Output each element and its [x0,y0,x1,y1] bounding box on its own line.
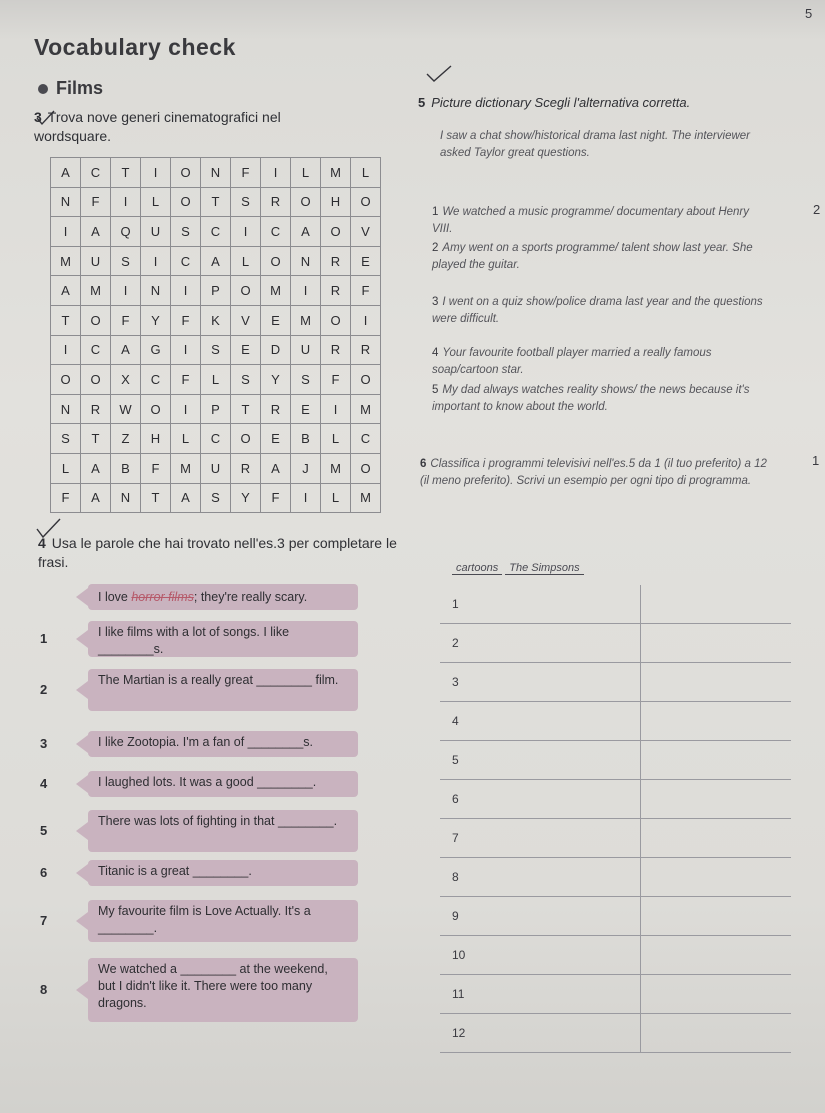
wordsquare-cell: T [51,305,81,335]
wordsquare-cell: M [291,305,321,335]
wordsquare-cell: C [261,217,291,247]
exercise-4-instruction [38,534,398,572]
exercise-5-item [432,294,772,328]
wordsquare-cell: F [171,305,201,335]
wordsquare-cell: S [291,365,321,395]
wordsquare-cell: R [231,453,261,483]
wordsquare-cell: R [321,246,351,276]
ranking-row [440,780,791,819]
exercise-number: 5 [418,95,426,110]
wordsquare-cell: R [81,394,111,424]
wordsquare-cell: O [81,365,111,395]
wordsquare-cell: S [231,187,261,217]
wordsquare-cell: S [231,365,261,395]
wordsquare-cell: N [51,394,81,424]
wordsquare-cell: W [111,394,141,424]
wordsquare-row [51,365,381,395]
wordsquare-cell: S [111,246,141,276]
wordsquare-cell: R [321,276,351,306]
wordsquare-cell: F [51,483,81,513]
wordsquare-cell: M [321,158,351,188]
sentence-bubble[interactable]: I like Zootopia. I'm a fan of ________s. [88,731,358,757]
wordsquare-row [51,483,381,513]
wordsquare-cell: A [291,217,321,247]
check-mark-icon [425,64,455,84]
sentence-bubble[interactable]: We watched a ________ at the weekend, but I didn't like it. There were too many dragons. [88,958,358,1022]
ranking-row [440,858,791,897]
wordsquare-cell: O [261,246,291,276]
ranking-row [440,585,791,624]
exercise-number: 3 [34,109,42,125]
bullet-icon [38,84,48,94]
wordsquare-cell: K [201,305,231,335]
wordsquare-cell: A [201,246,231,276]
wordsquare-cell: Y [231,483,261,513]
wordsquare-cell: I [111,276,141,306]
exercise-3-text: Trova nove generi cinematografici nel wordsquare. [34,109,281,144]
wordsquare-cell: F [141,453,171,483]
item-number: 1 [432,206,439,218]
exercise-5-item [432,345,772,379]
rank-example-field[interactable] [641,741,792,780]
margin-number-right-a: 2 [813,202,821,217]
ranking-row [440,624,791,663]
wordsquare-cell: M [321,453,351,483]
ranking-table [440,585,791,1053]
wordsquare-cell: T [141,483,171,513]
item-number: 4 [40,776,48,791]
exercise-6-example-answer [452,562,584,574]
wordsquare-cell: U [81,246,111,276]
wordsquare-cell: V [351,217,381,247]
exercise-4-text: Usa le parole che hai trovato nell'es.3 per completare le frasi. [38,535,397,570]
wordsquare-cell: M [261,276,291,306]
item-number: 3 [40,736,48,751]
wordsquare-cell: F [261,483,291,513]
item-text: Amy went on a sports programme/ talent show last year. She played the guitar. [432,242,753,271]
wordsquare-cell: S [171,217,201,247]
exercise-6-text: Classifica i programmi televisivi nell'es.5 da 1 (il tuo preferito) a 12 (il meno preferito). Scrivi un esempio per ogni tipo di programma. [420,458,767,487]
wordsquare-cell: P [201,394,231,424]
rank-example-field[interactable] [641,936,792,975]
wordsquare-cell: L [291,158,321,188]
wordsquare-cell: V [231,305,261,335]
example-category: cartoons [452,562,502,575]
wordsquare-cell: O [351,187,381,217]
wordsquare-cell: I [261,158,291,188]
wordsquare-cell: O [231,424,261,454]
item-number: 2 [432,242,439,254]
wordsquare-cell: L [51,453,81,483]
wordsquare-cell: I [141,158,171,188]
sentence-bubble[interactable]: The Martian is a really great ________ film. [88,669,358,711]
wordsquare-cell: R [321,335,351,365]
rank-example-field[interactable] [641,975,792,1014]
rank-number[interactable]: 1 [440,585,641,624]
wordsquare-row [51,187,381,217]
wordsquare-cell: O [231,276,261,306]
ranking-row [440,975,791,1014]
example-pre-text: I love [98,590,132,604]
wordsquare-cell: Z [111,424,141,454]
example-answer: horror films [131,590,194,604]
item-number: 5 [432,384,439,396]
wordsquare-cell: S [201,483,231,513]
wordsquare-cell: C [81,335,111,365]
rank-example-field[interactable] [641,858,792,897]
rank-number[interactable]: 9 [440,897,641,936]
wordsquare-cell: U [291,335,321,365]
wordsquare-cell: C [171,246,201,276]
rank-number[interactable]: 3 [440,663,641,702]
wordsquare-cell: O [321,305,351,335]
wordsquare-cell: L [141,187,171,217]
wordsquare-cell: O [171,158,201,188]
wordsquare-cell: L [351,158,381,188]
wordsquare-cell: N [141,276,171,306]
exercise-5-item [432,204,772,238]
wordsquare-cell: U [141,217,171,247]
wordsquare-cell: F [351,276,381,306]
wordsquare-row [51,246,381,276]
wordsquare-cell: O [51,365,81,395]
wordsquare-cell: E [261,424,291,454]
rank-number[interactable]: 5 [440,741,641,780]
section-heading [38,78,103,99]
wordsquare-cell: Y [261,365,291,395]
rank-example-field[interactable] [641,663,792,702]
wordsquare-cell: H [141,424,171,454]
wordsquare-cell: I [321,394,351,424]
wordsquare-cell: O [141,394,171,424]
wordsquare-cell: L [201,365,231,395]
exercise-number: 4 [38,535,46,551]
wordsquare-cell: I [351,305,381,335]
wordsquare-cell: Q [111,217,141,247]
rank-number[interactable]: 11 [440,975,641,1014]
wordsquare-cell: O [321,217,351,247]
wordsquare-cell: N [111,483,141,513]
wordsquare-cell: O [351,365,381,395]
sentence-bubble[interactable]: There was lots of fighting in that ________. [88,810,358,852]
wordsquare-row [51,217,381,247]
wordsquare-cell: E [351,246,381,276]
wordsquare-cell: U [201,453,231,483]
rank-example-field[interactable] [641,624,792,663]
example-post-text: ; they're really scary. [193,590,308,604]
wordsquare-cell: H [321,187,351,217]
wordsquare-row [51,158,381,188]
rank-number[interactable]: 6 [440,780,641,819]
exercise-3-instruction [34,108,334,146]
wordsquare-cell: M [51,246,81,276]
wordsquare-cell: I [171,276,201,306]
wordsquare-cell: F [171,365,201,395]
wordsquare-cell: R [351,335,381,365]
wordsquare-cell: T [231,394,261,424]
rank-example-field[interactable] [641,1014,792,1053]
wordsquare-row [51,305,381,335]
section-label: Films [56,78,104,98]
item-number: 3 [432,296,439,308]
wordsquare-cell: N [51,187,81,217]
rank-example-field[interactable] [641,702,792,741]
exercise-5-item [432,240,772,274]
wordsquare-cell: C [201,217,231,247]
wordsquare-cell: B [291,424,321,454]
rank-example-field[interactable] [641,819,792,858]
wordsquare-cell: A [51,158,81,188]
wordsquare-cell: N [201,158,231,188]
wordsquare-cell: M [81,276,111,306]
margin-number-top: 5 [805,6,813,21]
wordsquare-cell: I [111,187,141,217]
item-number: 7 [40,913,48,928]
wordsquare-cell: F [81,187,111,217]
wordsquare-cell: O [351,453,381,483]
wordsquare-cell: A [81,453,111,483]
wordsquare-cell: C [81,158,111,188]
wordsquare-cell: M [171,453,201,483]
wordsquare-cell: E [261,305,291,335]
wordsquare-cell: R [261,394,291,424]
sentence-bubble[interactable]: Titanic is a great ________. [88,860,358,886]
ranking-row [440,1014,791,1053]
example-show: The Simpsons [505,562,583,575]
ranking-row [440,663,791,702]
rank-number[interactable]: 4 [440,702,641,741]
exercise-6-instruction [420,456,770,490]
wordsquare-cell: A [171,483,201,513]
wordsquare-cell: L [321,424,351,454]
wordsquare-cell: M [351,394,381,424]
wordsquare-cell: R [261,187,291,217]
wordsquare-cell: F [321,365,351,395]
exercise-number: 6 [420,458,427,470]
rank-number[interactable]: 12 [440,1014,641,1053]
wordsquare-row [51,394,381,424]
wordsquare-cell: L [231,246,261,276]
item-number: 2 [40,682,48,697]
ranking-row [440,936,791,975]
wordsquare-cell: Y [141,305,171,335]
wordsquare-row [51,424,381,454]
page-title: Vocabulary check [34,34,236,60]
wordsquare-cell: J [291,453,321,483]
wordsquare-cell: O [291,187,321,217]
item-text: We watched a music programme/ documentary about Henry VIII. [432,206,749,235]
wordsquare-cell: S [201,335,231,365]
wordsquare-cell: A [81,483,111,513]
wordsquare-cell: E [231,335,261,365]
wordsquare-grid [50,157,381,513]
wordsquare-cell: F [231,158,261,188]
sentence-bubble[interactable]: I like films with a lot of songs. I like ________s. [88,621,358,657]
wordsquare-row [51,276,381,306]
wordsquare-cell: I [231,217,261,247]
wordsquare-cell: C [141,365,171,395]
item-text: I went on a quiz show/police drama last year and the questions were difficult. [432,296,763,325]
item-number: 6 [40,865,48,880]
wordsquare-cell: A [261,453,291,483]
wordsquare-cell: A [51,276,81,306]
wordsquare-cell: A [111,335,141,365]
rank-example-field[interactable] [641,585,792,624]
ranking-row [440,897,791,936]
wordsquare-cell: O [81,305,111,335]
wordsquare-cell: M [351,483,381,513]
wordsquare-cell: P [201,276,231,306]
wordsquare-cell: T [111,158,141,188]
item-number: 8 [40,982,48,997]
wordsquare-cell: I [51,217,81,247]
wordsquare-cell: I [291,276,321,306]
ranking-row [440,741,791,780]
item-number: 5 [40,823,48,838]
wordsquare-cell: G [141,335,171,365]
example-sentence-bubble [88,584,358,610]
wordsquare-row [51,335,381,365]
sentence-bubble[interactable]: My favourite film is Love Actually. It's a ________. [88,900,358,942]
item-text: Your favourite football player married a really famous soap/cartoon star. [432,347,712,376]
item-number: 4 [432,347,439,359]
wordsquare-cell: I [51,335,81,365]
wordsquare-cell: C [201,424,231,454]
rank-example-field[interactable] [641,780,792,819]
wordsquare-cell: I [291,483,321,513]
item-text: My dad always watches reality shows/ the news because it's important to know about the world. [432,384,750,413]
wordsquare-cell: T [81,424,111,454]
item-number: 1 [40,631,48,646]
wordsquare-cell: O [171,187,201,217]
wordsquare-cell: N [291,246,321,276]
rank-number[interactable]: 7 [440,819,641,858]
wordsquare-cell: S [51,424,81,454]
wordsquare-cell: C [351,424,381,454]
wordsquare-cell: D [261,335,291,365]
margin-number-right-b: 1 [812,453,820,468]
wordsquare-cell: L [171,424,201,454]
rank-number[interactable]: 2 [440,624,641,663]
exercise-5-example: I saw a chat show/historical drama last night. The interviewer asked Taylor great questions. [440,130,750,159]
ranking-row [440,819,791,858]
rank-example-field[interactable] [641,897,792,936]
exercise-5-heading [418,94,778,112]
wordsquare-cell: F [111,305,141,335]
exercise-5-title: Picture dictionary Scegli l'alternativa corretta. [431,95,691,110]
wordsquare-cell: I [171,394,201,424]
wordsquare-cell: E [291,394,321,424]
exercise-5-item [432,382,772,416]
rank-number[interactable]: 8 [440,858,641,897]
wordsquare-cell: T [201,187,231,217]
sentence-bubble[interactable]: I laughed lots. It was a good ________. [88,771,358,797]
wordsquare-cell: X [111,365,141,395]
rank-number[interactable]: 10 [440,936,641,975]
ranking-row [440,702,791,741]
wordsquare-cell: B [111,453,141,483]
wordsquare-cell: I [171,335,201,365]
wordsquare-cell: A [81,217,111,247]
wordsquare-cell: I [141,246,171,276]
wordsquare-row [51,453,381,483]
wordsquare-cell: L [321,483,351,513]
